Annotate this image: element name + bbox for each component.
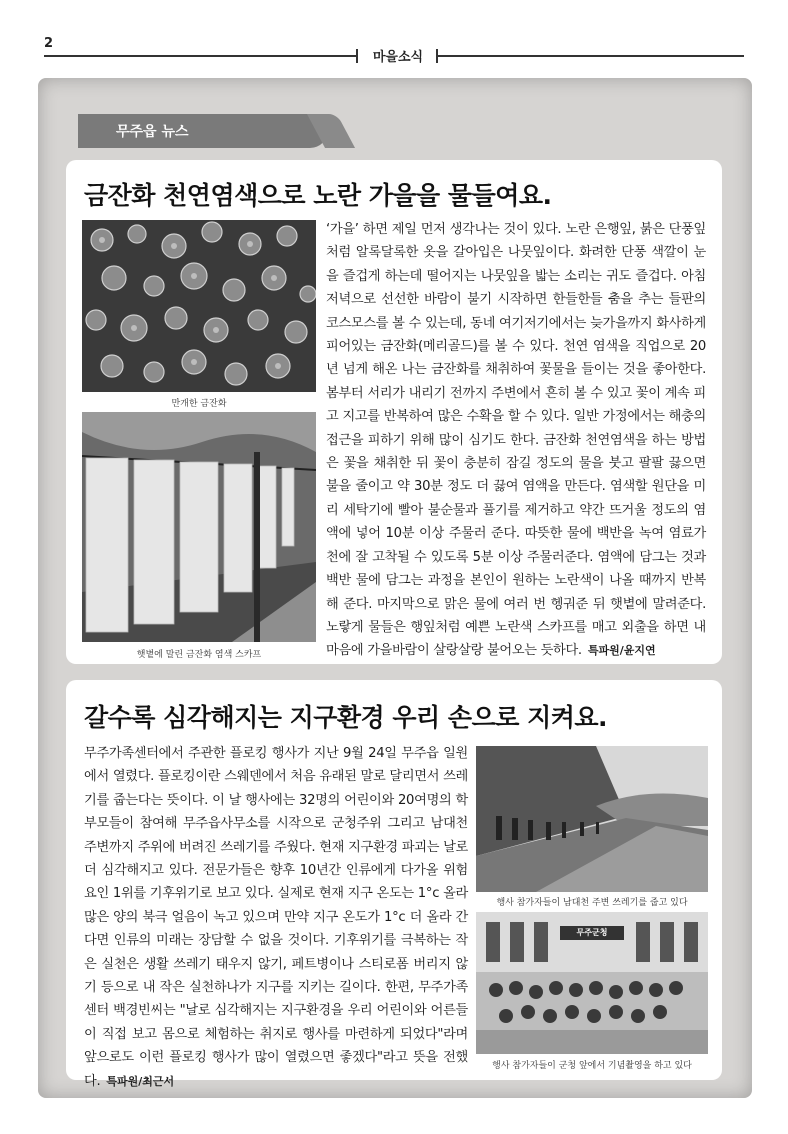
- marigold-image: [82, 220, 316, 392]
- group-photo-sign: 무주군청: [576, 928, 608, 937]
- article1-reporter: 특파원/윤지연: [587, 644, 656, 658]
- article1-body: [326, 218, 706, 658]
- plogging-image: [476, 746, 708, 892]
- header-tick-left: [356, 49, 358, 63]
- article2-headline: 갈수록 심각해지는 지구환경 우리 손으로 지켜요.: [84, 703, 608, 732]
- scarf-photo: [82, 412, 316, 642]
- caption-marigold: 만개한 금잔화: [171, 399, 227, 409]
- header-rule-left: [44, 55, 356, 57]
- caption-plogging: 행사 참가자들이 남대천 주변 쓰레기를 줍고 있다: [496, 898, 688, 908]
- group-photo: [476, 912, 708, 1054]
- article2-body-text: 무주가족센터에서 주관한 플로킹 행사가 지난 9월 24일 무주읍 일원에서 열렸다. 플로킹이란 스웨덴에서 처음 유래된 말로 달리면서 쓰레기를 줍는다는 뜻이다. 이 날 행사에는 32명의 어린이와 20여명의 학부모들이 참여해 무주읍사무소를 시작으로 군청주위 그리고 남대천 주변까지 주위에 버려진 쓰레기를 주웠다. 현재 지구환경 파괴는 날로 더 심각해지고 있다. 전문가들은 향후 10년간 인류에게 다가올 위험요인 1위를 기후위기로 보고 있다. 실제로 현재 지구 온도는 1°c 올라 많은 양의 북극 얼음이 녹고 있으며 만약 지구 온도가 1°c 더 올라 간다면 인류의 미래는 장담할 수 없을 것이다. 기후위기를 극복하는 작은 실천은 생활 쓰레기 태우지 않기, 페트병이나 스티로폼 버리지 않기 등으로 내 작은 실천하나가 지구를 지키는 길이다. 한편, 무주가족센터 백경빈씨는 "날로 심각해지는 지구환경을 우리 어린이와 어른들이 직접 보고 몸으로 체험하는 취지로 행사를 마련하게 되었다"라며 앞으로도 이런 플로킹 행사가 많이 열렸으면 좋겠다"라고 뜻을 전했다.: [84, 746, 468, 1089]
- article2-reporter: 특파원/최근서: [106, 1074, 175, 1088]
- scarf-image: [82, 412, 316, 642]
- header-rule-right: [438, 55, 744, 57]
- article2-body: [84, 742, 468, 1089]
- news-banner-label: 무주읍 뉴스: [116, 124, 189, 140]
- plogging-photo: [476, 746, 708, 892]
- caption-group: 행사 참가자들이 군청 앞에서 기념촬영을 하고 있다: [492, 1061, 692, 1071]
- news-banner: [78, 114, 328, 148]
- marigold-photo: [82, 220, 316, 392]
- section-title: 마을소식: [372, 50, 424, 65]
- caption-scarf: 햇볕에 말린 금잔화 염색 스카프: [136, 650, 262, 660]
- page-number: 2: [44, 36, 54, 51]
- article1-body-text: ‘가을’ 하면 제일 먼저 생각나는 것이 있다. 노란 은행잎, 붉은 단풍잎처럼 알록달록한 옷을 갈아입은 나뭇잎이다. 화려한 단풍 색깔이 눈을 즐겁게 하는데 떨어지는 나뭇잎을 밟는 소리는 귀도 즐겁다. 아침저녁으로 선선한 바람이 불기 시작하면 한들한들 춤을 추는 들판의 코스모스를 볼 수 있는데, 동네 여기저기에서는 늦가을까지 화사하게 피어있는 금잔화(메리골드)를 볼 수 있다. 천연 염색을 직업으로 20년 넘게 해온 나는 금잔화를 채취하여 꽃물을 들이는 것을 좋아한다. 봄부터 서리가 내리기 전까지 주변에서 흔히 볼 수 있고 꽃이 계속 피고 지고를 반복하여 많은 수확을 할 수 있다. 일반 가정에서는 해충의 접근을 피하기 위해 많이 심기도 한다. 금잔화 천연염색을 하는 방법은 꽃을 채취한 뒤 꽃이 충분히 잠길 정도의 물을 붓고 팔팔 끓으면 불을 줄이고 약 30분 정도 더 끓여 염액을 만든다. 염색할 원단을 미리 세탁기에 빨아 불순물과 풀기를 제거하고 약간 뜨거울 정도의 염액에 넣어 10분 이상 주물러 준다. 따뜻한 물에 백반을 녹여 염료가 천에 잘 고착될 수 있도록 5분 이상 주물러준다. 염액에 담그는 것과 백반 물에 담그는 과정을 본인이 원하는 노란색이 나올 때까지 반복해 준다. 마지막으로 맑은 물에 여러 번 헹궈준 뒤 햇볕에 말려준다. 노랗게 물들은 행잎처럼 예쁜 노란색 스카프를 매고 외출을 하면 내 마음에 가을바람이 살랑살랑 불어오는 듯하다.: [326, 222, 706, 659]
- article1-headline: 금잔화 천연염색으로 노란 가을을 물들여요.: [84, 181, 552, 210]
